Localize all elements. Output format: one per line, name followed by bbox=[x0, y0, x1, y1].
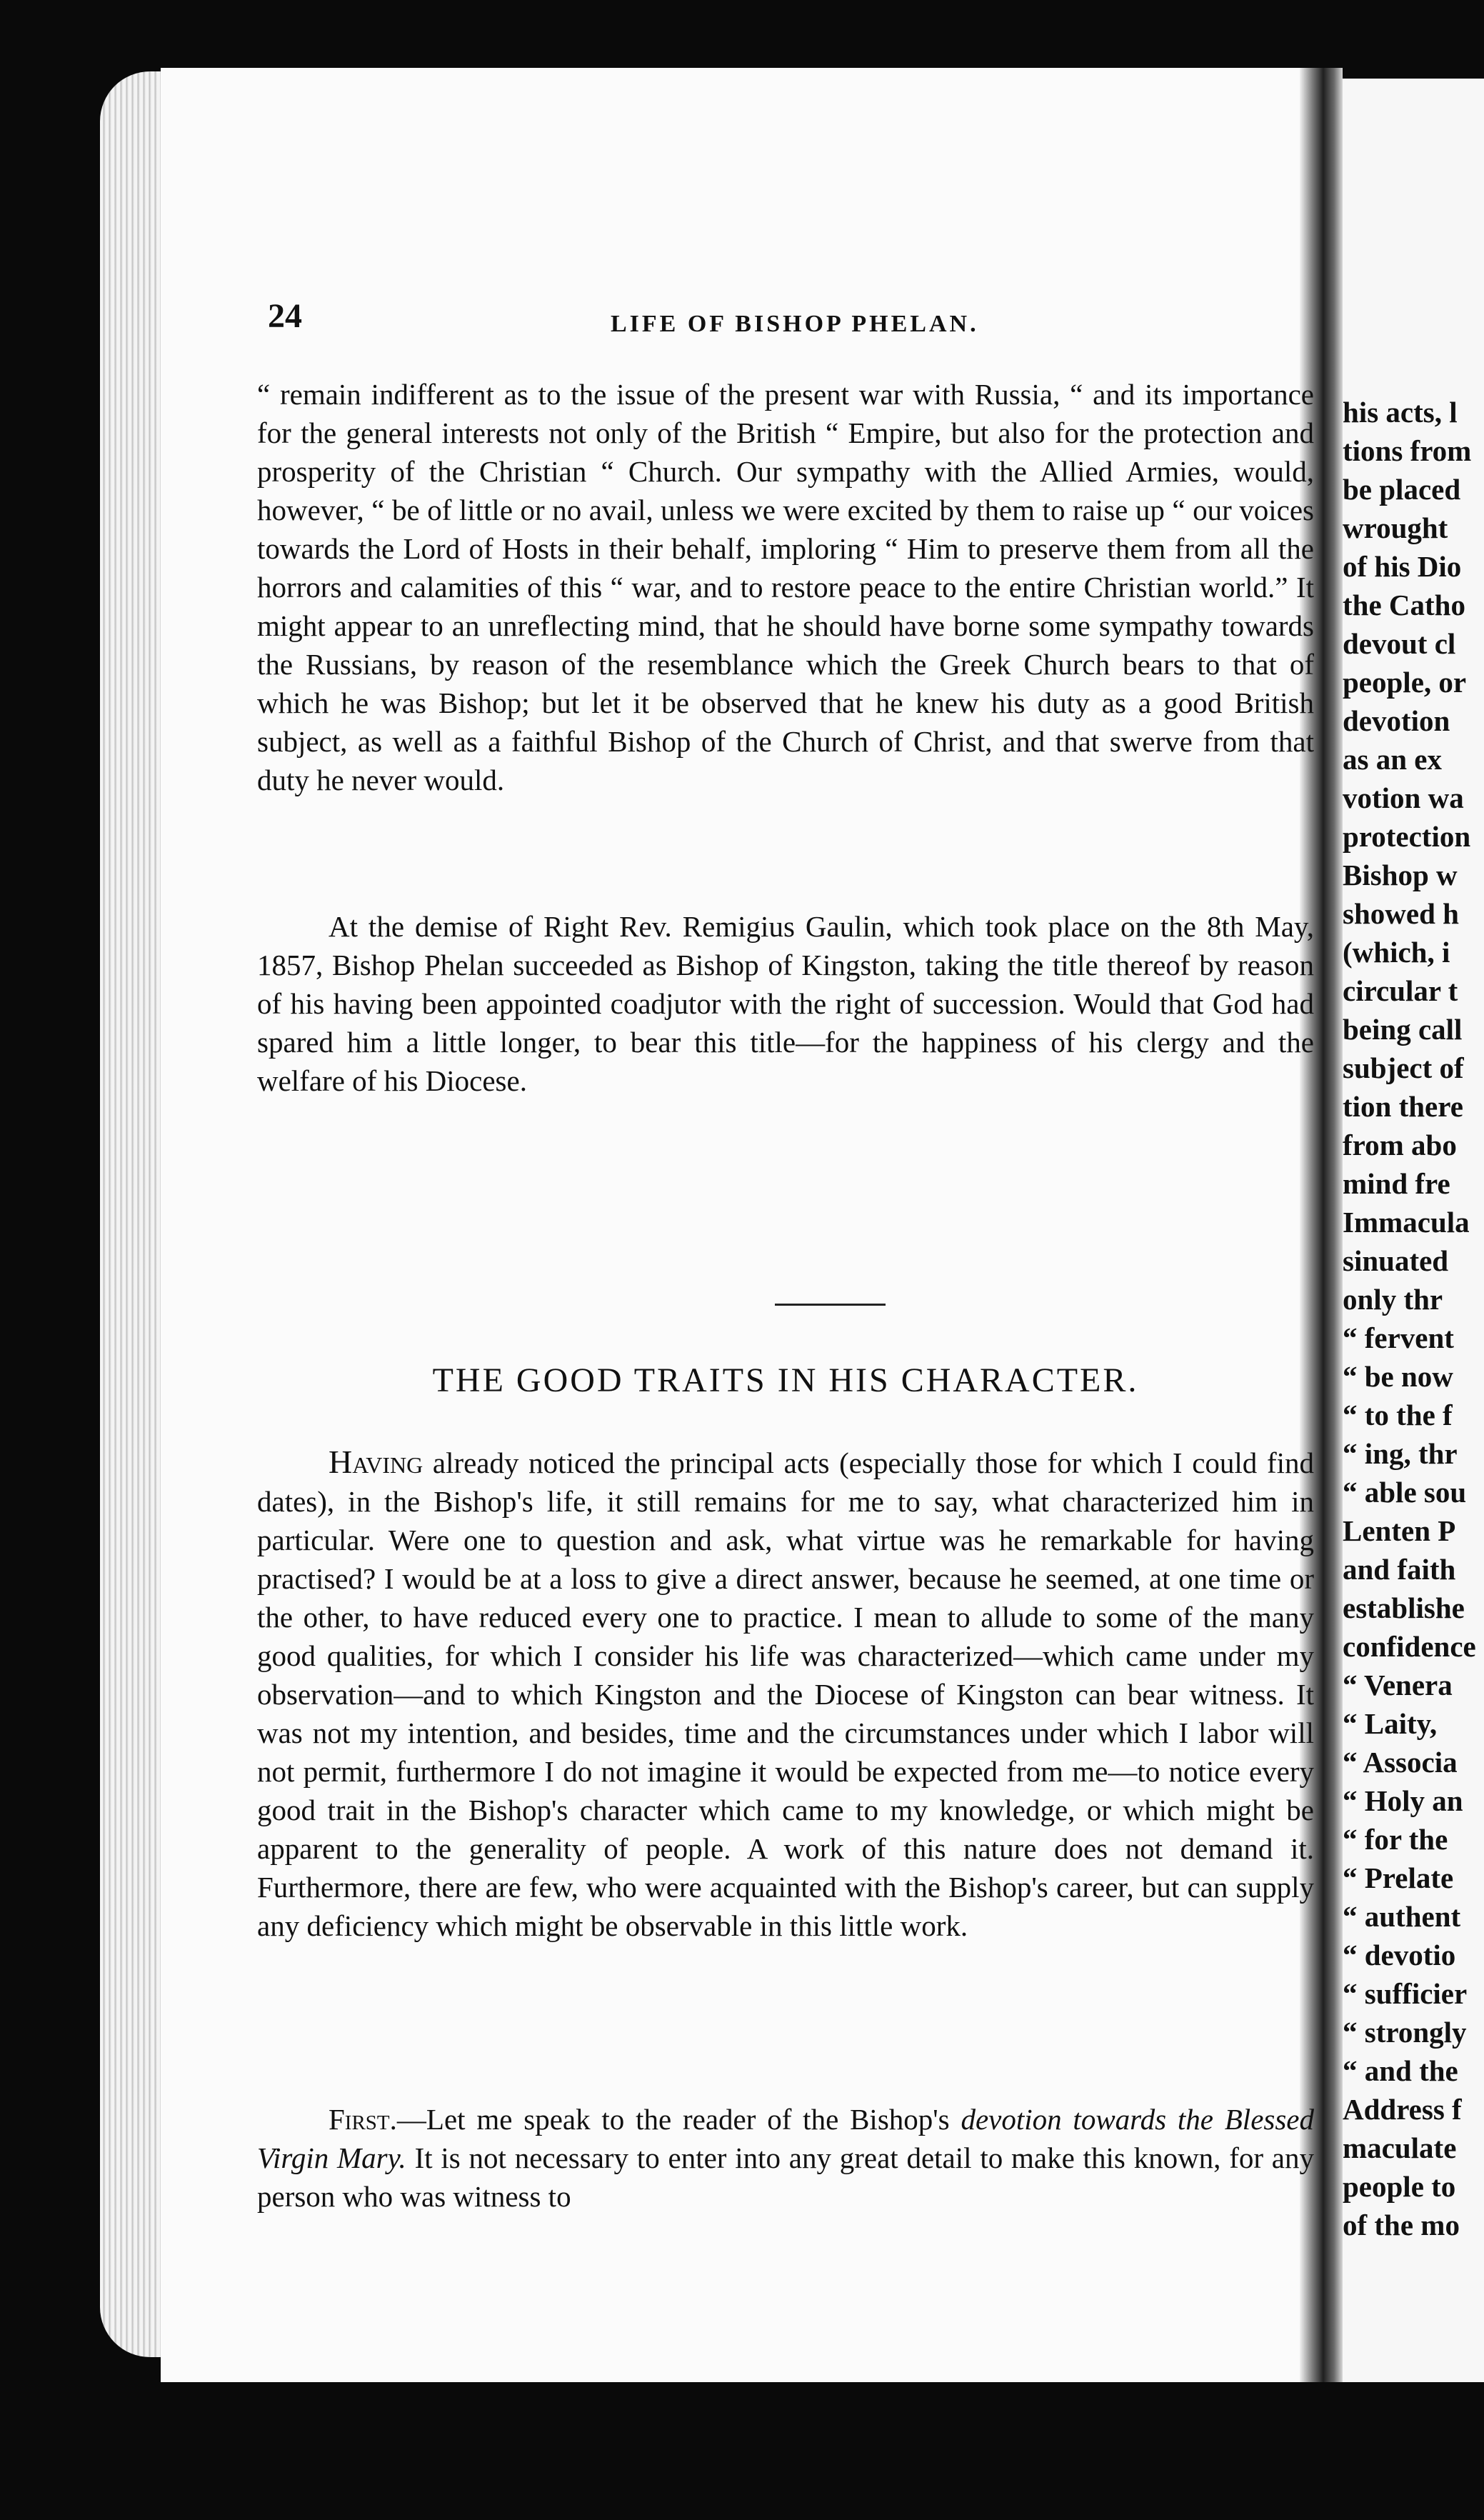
facing-page-line: establishe bbox=[1343, 1591, 1465, 1624]
facing-page-line: “ Associa bbox=[1343, 1746, 1458, 1779]
facing-page-line: circular t bbox=[1343, 974, 1458, 1007]
paragraph bbox=[257, 907, 1314, 1100]
facing-page-line: confidence bbox=[1343, 1630, 1476, 1663]
facing-page-line: Address f bbox=[1343, 2093, 1462, 2126]
facing-page-line: “ and the bbox=[1343, 2054, 1458, 2087]
facing-page-line: being call bbox=[1343, 1013, 1463, 1046]
paragraph-text: At the demise of Right Rev. Remigius Gaulin, which took place on the 8th May, 1857, Bishop Phelan succeeded as Bishop of Kingston, taking the title thereof by reason of his having been appointed coadjutor with the right of succession. Would that God had spared him a little longer, to bear this title—for the happiness of his clergy and the welfare of his Diocese. bbox=[257, 910, 1314, 1097]
facing-page-line: “ sufficier bbox=[1343, 1977, 1468, 2010]
page-number: 24 bbox=[268, 297, 302, 335]
facing-page-line: “ to the f bbox=[1343, 1399, 1453, 1431]
facing-page-line: “ authent bbox=[1343, 1900, 1461, 1933]
facing-page-line: and faith bbox=[1343, 1553, 1456, 1586]
facing-page-line: “ Laity, bbox=[1343, 1707, 1438, 1740]
facing-page-line: from abo bbox=[1343, 1129, 1457, 1161]
facing-page-text bbox=[1343, 393, 1484, 2244]
facing-page-line: Immacula bbox=[1343, 1206, 1470, 1239]
facing-page-line: of the mo bbox=[1343, 2209, 1460, 2241]
facing-page-line: people to bbox=[1343, 2170, 1456, 2203]
facing-page-line: wrought bbox=[1343, 511, 1448, 544]
facing-page-line: subject of bbox=[1343, 1051, 1464, 1084]
section-title: THE GOOD TRAITS IN HIS CHARACTER. bbox=[432, 1361, 1139, 1399]
facing-page-line: (which, i bbox=[1343, 936, 1450, 969]
paragraph-body: —Let me speak to the reader of the Bishop's bbox=[396, 2103, 961, 2136]
facing-page-line: mind fre bbox=[1343, 1167, 1450, 1200]
facing-page-line: of his Dio bbox=[1343, 550, 1462, 583]
facing-page-line: devout cl bbox=[1343, 627, 1456, 660]
italic-phrase: devotion towards the Blessed Virgin Mary. bbox=[257, 2103, 1315, 2174]
facing-page-line: “ Venera bbox=[1343, 1669, 1453, 1701]
facing-page-line: “ Prelate bbox=[1343, 1861, 1454, 1894]
running-head: LIFE OF BISHOP PHELAN. bbox=[611, 311, 979, 337]
facing-page-line: “ for the bbox=[1343, 1823, 1448, 1856]
paragraph-text bbox=[257, 2100, 1314, 2216]
facing-page-line: “ ing, thr bbox=[1343, 1437, 1458, 1470]
page-header bbox=[268, 296, 1307, 346]
section-divider bbox=[775, 1304, 886, 1306]
facing-page bbox=[1343, 79, 1484, 2382]
facing-page-line: the Catho bbox=[1343, 589, 1465, 621]
facing-page-line: protection bbox=[1343, 820, 1471, 853]
lead-word: Having bbox=[329, 1444, 423, 1480]
facing-page-line: votion wa bbox=[1343, 781, 1464, 814]
paragraph bbox=[257, 375, 1314, 799]
paragraph bbox=[257, 2100, 1314, 2216]
facing-page-line: as an ex bbox=[1343, 743, 1442, 776]
facing-page-line: Bishop w bbox=[1343, 859, 1458, 891]
facing-page-line: sinuated bbox=[1343, 1244, 1449, 1277]
paragraph bbox=[257, 1443, 1314, 1945]
facing-page-line: maculate bbox=[1343, 2131, 1457, 2164]
facing-page-line: “ be now bbox=[1343, 1360, 1453, 1393]
lead-word: First. bbox=[329, 2103, 397, 2136]
facing-page-line: his acts, l bbox=[1343, 396, 1458, 429]
paragraph-body-end: It is not necessary to enter into any great detail to make this known, for any person who was witness to bbox=[257, 2141, 1314, 2213]
facing-page-line: only thr bbox=[1343, 1283, 1443, 1316]
facing-page-line: “ strongly bbox=[1343, 2016, 1467, 2049]
paragraph-text: “ remain indifferent as to the issue of the present war with Russia, “ and its importance for the general interests not only of the British “ Empire, but also for the protection and prosperity of the Christian “ Church. Our sympathy with the Allied Armies, would, however, “ be of little or no avail, unless we were excited by them to raise up “ our voices towards the Lord of Hosts in their behalf, imploring “ Him to preserve them from all the horrors and calamities of this “ war, and to restore peace to the entire Christian world.” It might appear to an unreflecting mind, that he should have borne some sympathy towards the Russians, by reason of the resemblance which the Greek Church bears to that of which he was Bishop; but let it be observed that he knew his duty as a good British subject, as well as a faithful Bishop of the Church of Christ, and that swerve from that duty he never would. bbox=[257, 378, 1314, 796]
facing-page-line: tions from bbox=[1343, 434, 1472, 467]
facing-page-line: devotion bbox=[1343, 704, 1450, 737]
facing-page-line: showed h bbox=[1343, 897, 1459, 930]
facing-page-line: “ fervent bbox=[1343, 1321, 1454, 1354]
facing-page-line: people, or bbox=[1343, 666, 1467, 699]
paragraph-body: already noticed the principal acts (especially those for which I could find dates), in the Bishop's life, it still remains for me to say, what characterized him in particular. Were one to question and ask, what virtue was he remarkable for having practised? I would be at a loss to give a direct answer, because he seemed, at one time or the other, to have reduced every one to practice. I mean to allude to some of the many good qualities, for which I consider his life was characterized—which came under my observation—and to which Kingston and the Diocese of Kingston can bear witness. It was not my intention, and besides, time and the circumstances under which I labor will not permit, furthermore I do not imagine it would be expected from me—to notice every good trait in the Bishop's character which came to my knowledge, or which might be apparent to the generality of people. A work of this nature does not demand it. Furthermore, there are few, who were acquainted with the Bishop's career, but can supply any deficiency which might be observable in this little work. bbox=[257, 1446, 1314, 1942]
paragraph-text bbox=[257, 1443, 1314, 1945]
facing-page-line: Lenten P bbox=[1343, 1514, 1456, 1547]
facing-page-line: “ Holy an bbox=[1343, 1784, 1463, 1817]
facing-page-line: “ devotio bbox=[1343, 1939, 1456, 1971]
facing-page-line: be placed bbox=[1343, 473, 1461, 506]
facing-page-line: “ able sou bbox=[1343, 1476, 1467, 1509]
facing-page-line: tion there bbox=[1343, 1090, 1463, 1123]
